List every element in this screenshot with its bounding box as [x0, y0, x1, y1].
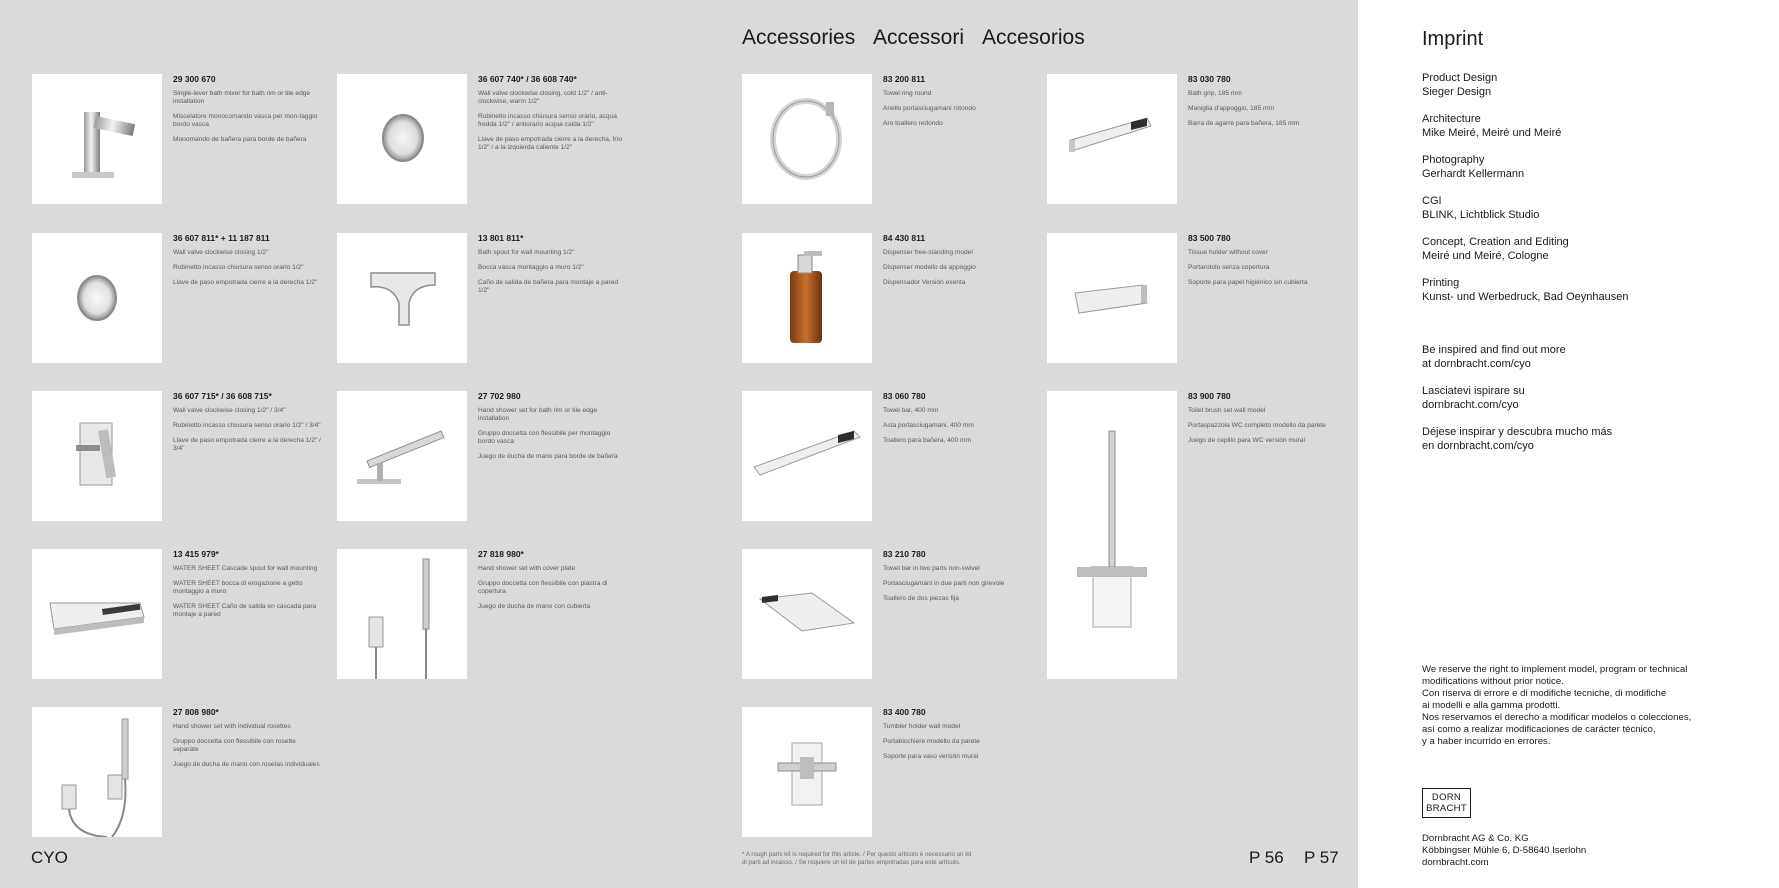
product-code: 36 607 811* + 11 187 811 — [173, 233, 270, 243]
product-item[interactable] — [32, 549, 322, 679]
inspire-block[interactable] — [1422, 426, 1612, 453]
inspire-link[interactable]: en dornbracht.com/cyo — [1422, 439, 1534, 452]
inspire-link[interactable]: dornbracht.com/cyo — [1422, 398, 1519, 411]
credit-value: Mike Meiré, Meiré und Meiré — [1422, 126, 1562, 139]
hand-shower-rim-image — [337, 391, 467, 521]
footnote-line: * A rough parts kit is required for this article. / Per questo articolo è necessario un kit — [742, 851, 972, 858]
inspire-block[interactable] — [1422, 344, 1566, 371]
product-desc-en: Dispenser free-standing model — [883, 249, 973, 256]
product-desc-en: Wall valve clockwise closing, cold 1/2" / anti-clockwise, warm 1/2" — [478, 90, 608, 105]
brand-label: CYO — [31, 848, 68, 867]
section-title-it: Accessori — [873, 26, 965, 49]
product-desc-it: Miscelatore monocomando vasca per mon-taggio bordo vasca — [173, 113, 318, 128]
product-desc-es: Llave de paso empotrada cierre a la derecha 1/2" — [173, 279, 318, 286]
product-desc-it: Gruppo doccetta con flessibile con rosette separate — [173, 738, 296, 753]
product-desc-en: Single-lever bath mixer for bath rim or tile edge installation — [173, 90, 311, 105]
product-item[interactable] — [32, 707, 322, 837]
product-desc-en: Hand shower set with cover plate — [478, 565, 576, 572]
credit-label: Product Design — [1422, 72, 1498, 84]
product-item[interactable] — [742, 391, 1032, 521]
towel-ring-image — [742, 74, 872, 204]
product-desc-it: Portasciugamani in due parti non girevole — [883, 580, 1005, 587]
product-code: 84 430 811 — [883, 233, 926, 243]
product-item[interactable] — [337, 549, 627, 679]
product-item[interactable] — [742, 549, 1032, 679]
credit-value: Gerhardt Kellermann — [1422, 167, 1525, 180]
two-part-towel-bar-image — [742, 549, 872, 679]
product-desc-es: Monomando de bañera para borde de bañera — [173, 136, 307, 143]
product-desc-it: Rubinetto incasso chiusura senso orario, acqua fredda 1/2" / antiorario acqua calda 1/2" — [478, 113, 617, 128]
credit-block — [1422, 195, 1539, 222]
legal-line: así como a realizar modificaciones de carácter técnico, — [1422, 724, 1656, 735]
tissue-holder-image — [1047, 233, 1177, 363]
product-code: 27 808 980* — [173, 707, 219, 717]
legal-line: Con riserva di errore e di modifiche tecniche, di modifiche — [1422, 688, 1667, 699]
product-desc-en: Towel bar, 400 mm — [883, 407, 939, 414]
product-desc-en: Hand shower set with individual rosettes — [173, 723, 291, 730]
toilet-brush-image — [1047, 391, 1177, 679]
product-desc-it: Dispenser modello da appoggio — [883, 264, 976, 271]
product-desc-it: Gruppo doccetta con flessibile con piastra di copertura — [478, 580, 608, 595]
product-desc-it: Rubinetto incasso chiusura senso orario 1/2" — [173, 264, 304, 271]
towel-bar-image — [742, 391, 872, 521]
product-desc-es: Toallero para bañera, 400 mm — [883, 437, 971, 444]
credit-block — [1422, 72, 1497, 99]
credit-label: Printing — [1422, 277, 1460, 289]
inspire-link[interactable]: at dornbracht.com/cyo — [1422, 357, 1531, 370]
product-desc-en: Toilet brush set wall model — [1188, 407, 1266, 414]
product-desc-en: WATER SHEET Cascade spout for wall mounting — [173, 565, 318, 572]
product-desc-it: Maniglia d'appoggio, 185 mm — [1188, 105, 1274, 112]
inspire-block[interactable] — [1422, 385, 1525, 412]
product-code: 83 900 780 — [1188, 391, 1231, 401]
product-desc-en: Hand shower set for bath rim or tile edge installation — [478, 407, 598, 422]
legal-line: ai modelli e alla gamma prodotti. — [1422, 700, 1561, 711]
product-desc-en: Towel ring round — [883, 90, 932, 97]
product-code: 13 801 811* — [478, 233, 524, 243]
product-item[interactable] — [1047, 74, 1337, 204]
product-code: 36 607 740* / 36 608 740* — [478, 74, 577, 84]
product-item[interactable] — [742, 707, 1032, 837]
lever-wall-valve-image — [32, 391, 162, 521]
product-desc-it: Anello portasciugamani rotondo — [883, 105, 976, 112]
product-desc-es: Juego de cepillo para WC versión mural — [1188, 437, 1305, 444]
product-desc-en: Wall valve clockwise closing 1/2" / 3/4" — [173, 407, 286, 414]
product-desc-es: Dispensador Versión exenta — [883, 279, 966, 286]
product-desc-es: Caño de salida de bañera para montaje a pared 1/2" — [478, 279, 619, 294]
page-number-left: P 56 — [1249, 848, 1284, 867]
product-desc-en: Bath grip, 185 mm — [1188, 90, 1242, 97]
wall-valve-image — [32, 233, 162, 363]
page-number-right: P 57 — [1304, 848, 1339, 867]
dornbracht-logo: DORN BRACHT — [1422, 788, 1471, 818]
credit-block — [1422, 277, 1628, 304]
product-desc-es: Juego de ducha de mano para borde de bañera — [478, 453, 618, 460]
credit-label: Architecture — [1422, 113, 1481, 125]
product-code: 27 702 980 — [478, 391, 521, 401]
credit-label: Photography — [1422, 154, 1485, 166]
product-code: 83 200 811 — [883, 74, 926, 84]
product-item[interactable] — [1047, 391, 1337, 521]
product-desc-es: Juego de ducha de mano con rosetas individuales — [173, 761, 320, 768]
section-title-es: Accesorios — [982, 26, 1085, 49]
product-code: 27 818 980* — [478, 549, 524, 559]
legal-line: We reserve the right to implement model, program or technical — [1422, 664, 1688, 675]
product-desc-en: Bath spout for wall mounting 1/2" — [478, 249, 575, 256]
credit-label: Concept, Creation and Editing — [1422, 236, 1569, 248]
credit-value: Sieger Design — [1422, 85, 1492, 98]
address-line: Köbbingser Mühle 6, D-58640 Iserlohn — [1422, 845, 1587, 856]
legal-line: y a haber incurrido en errores. — [1422, 736, 1551, 747]
inspire-line: Déjese inspirar y descubra mucho más — [1422, 426, 1613, 438]
product-desc-it: WATER SHEET bocca di erogazione a getto montaggio a muro — [173, 580, 303, 595]
product-item[interactable] — [742, 74, 1032, 204]
product-item[interactable] — [337, 74, 627, 204]
product-code: 83 210 780 — [883, 549, 926, 559]
product-code: 13 415 979* — [173, 549, 219, 559]
product-desc-es: Llave de paso empotrada cierre a la derecha, frío 1/2" / a la izquierda caliente 1/2" — [478, 136, 623, 151]
footnote — [742, 851, 1042, 867]
product-desc-es: Llave de paso empotrada cierre a la derecha 1/2" / 3/4" — [173, 437, 321, 452]
legal-line: modifications without prior notice. — [1422, 676, 1564, 687]
company-address — [1422, 833, 1586, 869]
hand-shower-plate-image — [337, 549, 467, 679]
imprint-title: Imprint — [1422, 28, 1484, 50]
product-code: 83 400 780 — [883, 707, 926, 717]
product-code: 83 060 780 — [883, 391, 926, 401]
product-item[interactable] — [32, 74, 322, 204]
cascade-spout-image — [32, 549, 162, 679]
product-desc-en: Wall valve clockwise closing 1/2" — [173, 249, 269, 256]
product-item[interactable] — [337, 233, 627, 363]
product-desc-it: Rubinetto incasso chiusura senso orario 1/2" / 3/4" — [173, 422, 321, 429]
credit-value: Kunst- und Werbedruck, Bad Oeynhausen — [1422, 290, 1629, 303]
product-desc-it: Portabicchiere modello da parete — [883, 738, 980, 745]
legal-notice — [1422, 664, 1762, 748]
tumbler-holder-image — [742, 707, 872, 837]
product-item[interactable] — [32, 233, 322, 363]
product-desc-es: Juego de ducha de mano con cubierta — [478, 603, 591, 610]
soap-dispenser-image — [742, 233, 872, 363]
round-valve-image — [337, 74, 467, 204]
product-desc-it: Portarotolo senza copertura — [1188, 264, 1270, 271]
address-line: Dornbracht AG & Co. KG — [1422, 833, 1529, 844]
product-desc-es: Soporte para papel higiénico sin cubierta — [1188, 279, 1308, 286]
bath-grip-image — [1047, 74, 1177, 204]
section-title-en: Accessories — [742, 26, 856, 49]
inspire-line: Be inspired and find out more — [1422, 344, 1566, 356]
legal-line: Nos reservamos el derecho a modificar modelos o colecciones, — [1422, 712, 1692, 723]
product-desc-es: Barra de agarre para bañera, 185 mm — [1188, 120, 1300, 127]
product-desc-it: Bocca vasca montaggio a muro 1/2" — [478, 264, 584, 271]
product-desc-it: Asta portasciugamani, 400 mm — [883, 422, 974, 429]
single-lever-mixer-image — [32, 74, 162, 204]
product-desc-it: Portaspazzola WC completo modello da parete — [1188, 422, 1326, 429]
product-desc-en: Towel bar in two parts non-swivel — [883, 565, 980, 572]
credit-block — [1422, 236, 1569, 263]
product-desc-it: Gruppo doccetta con flessibile per montaggio bordo vasca — [478, 430, 611, 445]
hand-shower-rosettes-image — [32, 707, 162, 837]
credit-block — [1422, 154, 1524, 181]
imprint-panel — [1358, 0, 1779, 888]
product-desc-es: WATER SHEET Caño de salida en cascada para montaje a pared — [173, 603, 317, 618]
product-desc-en: Tumbler holder wall model — [883, 723, 961, 730]
product-desc-es: Soporte para vaso versión mural — [883, 753, 979, 760]
footnote-line: di parti ad incasso. / Se requiere un kit de partes empotradas para este artículo. — [742, 859, 961, 866]
product-code: 36 607 715* / 36 608 715* — [173, 391, 272, 401]
product-item[interactable] — [337, 391, 627, 521]
bath-spout-image — [337, 233, 467, 363]
credit-label: CGI — [1422, 195, 1442, 207]
product-desc-en: Tissue holder without cover — [1188, 249, 1269, 256]
product-desc-es: Aro toallero redondo — [883, 120, 943, 127]
product-item[interactable] — [1047, 233, 1337, 363]
product-item[interactable] — [32, 391, 322, 521]
product-item[interactable] — [742, 233, 1032, 363]
website-link[interactable]: dornbracht.com — [1422, 857, 1489, 868]
inspire-line: Lasciatevi ispirare su — [1422, 385, 1525, 397]
credit-block — [1422, 113, 1561, 140]
product-code: 83 030 780 — [1188, 74, 1231, 84]
credit-value: Meiré und Meiré, Cologne — [1422, 249, 1549, 262]
product-desc-es: Toallero de dos piezas fija — [883, 595, 959, 602]
product-code: 29 300 670 — [173, 74, 216, 84]
product-code: 83 500 780 — [1188, 233, 1231, 243]
credit-value: BLINK, Lichtblick Studio — [1422, 208, 1540, 221]
